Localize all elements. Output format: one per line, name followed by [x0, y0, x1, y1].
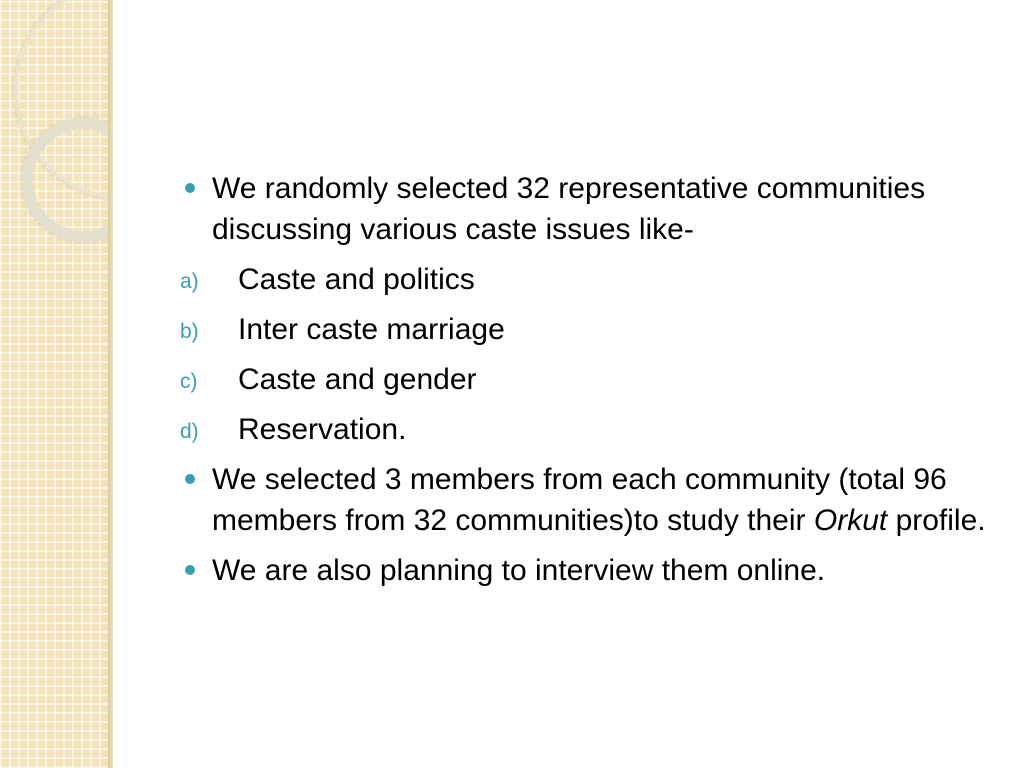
- sub-item-marker: d): [180, 420, 199, 443]
- bullet-text-part: We selected 3 members from each community (total 96 members from 32 communities)to study their: [212, 463, 947, 537]
- bullet-text-part: profile.: [887, 504, 986, 537]
- bullet-text: We are also planning to interview them online.: [212, 554, 826, 587]
- bullet-emphasis: Orkut: [813, 504, 888, 537]
- decorative-sidebar: [0, 0, 113, 768]
- bullet-item: [180, 168, 1000, 250]
- sub-item-text: Reservation.: [238, 413, 407, 446]
- bullet-item: [180, 459, 1000, 541]
- sub-item-marker: a): [180, 270, 199, 293]
- sub-item: [180, 259, 1000, 300]
- sub-item-marker: c): [180, 370, 198, 393]
- bullet-dot-icon: [185, 565, 195, 575]
- sub-item-text: Caste and gender: [238, 363, 477, 396]
- bullet-item: [180, 550, 1000, 591]
- sub-item: [180, 359, 1000, 400]
- sub-item-text: Caste and politics: [238, 263, 475, 296]
- sub-item-text: Inter caste marriage: [238, 313, 505, 346]
- bullet-dot-icon: [185, 183, 195, 193]
- sub-item-marker: b): [180, 320, 199, 343]
- slide-body: [180, 168, 1000, 600]
- sidebar-edge: [108, 0, 113, 768]
- bullet-dot-icon: [185, 474, 195, 484]
- sub-item: [180, 309, 1000, 350]
- bullet-text: We randomly selected 32 representative communities discussing various caste issues like-: [212, 172, 926, 246]
- sub-item: [180, 409, 1000, 450]
